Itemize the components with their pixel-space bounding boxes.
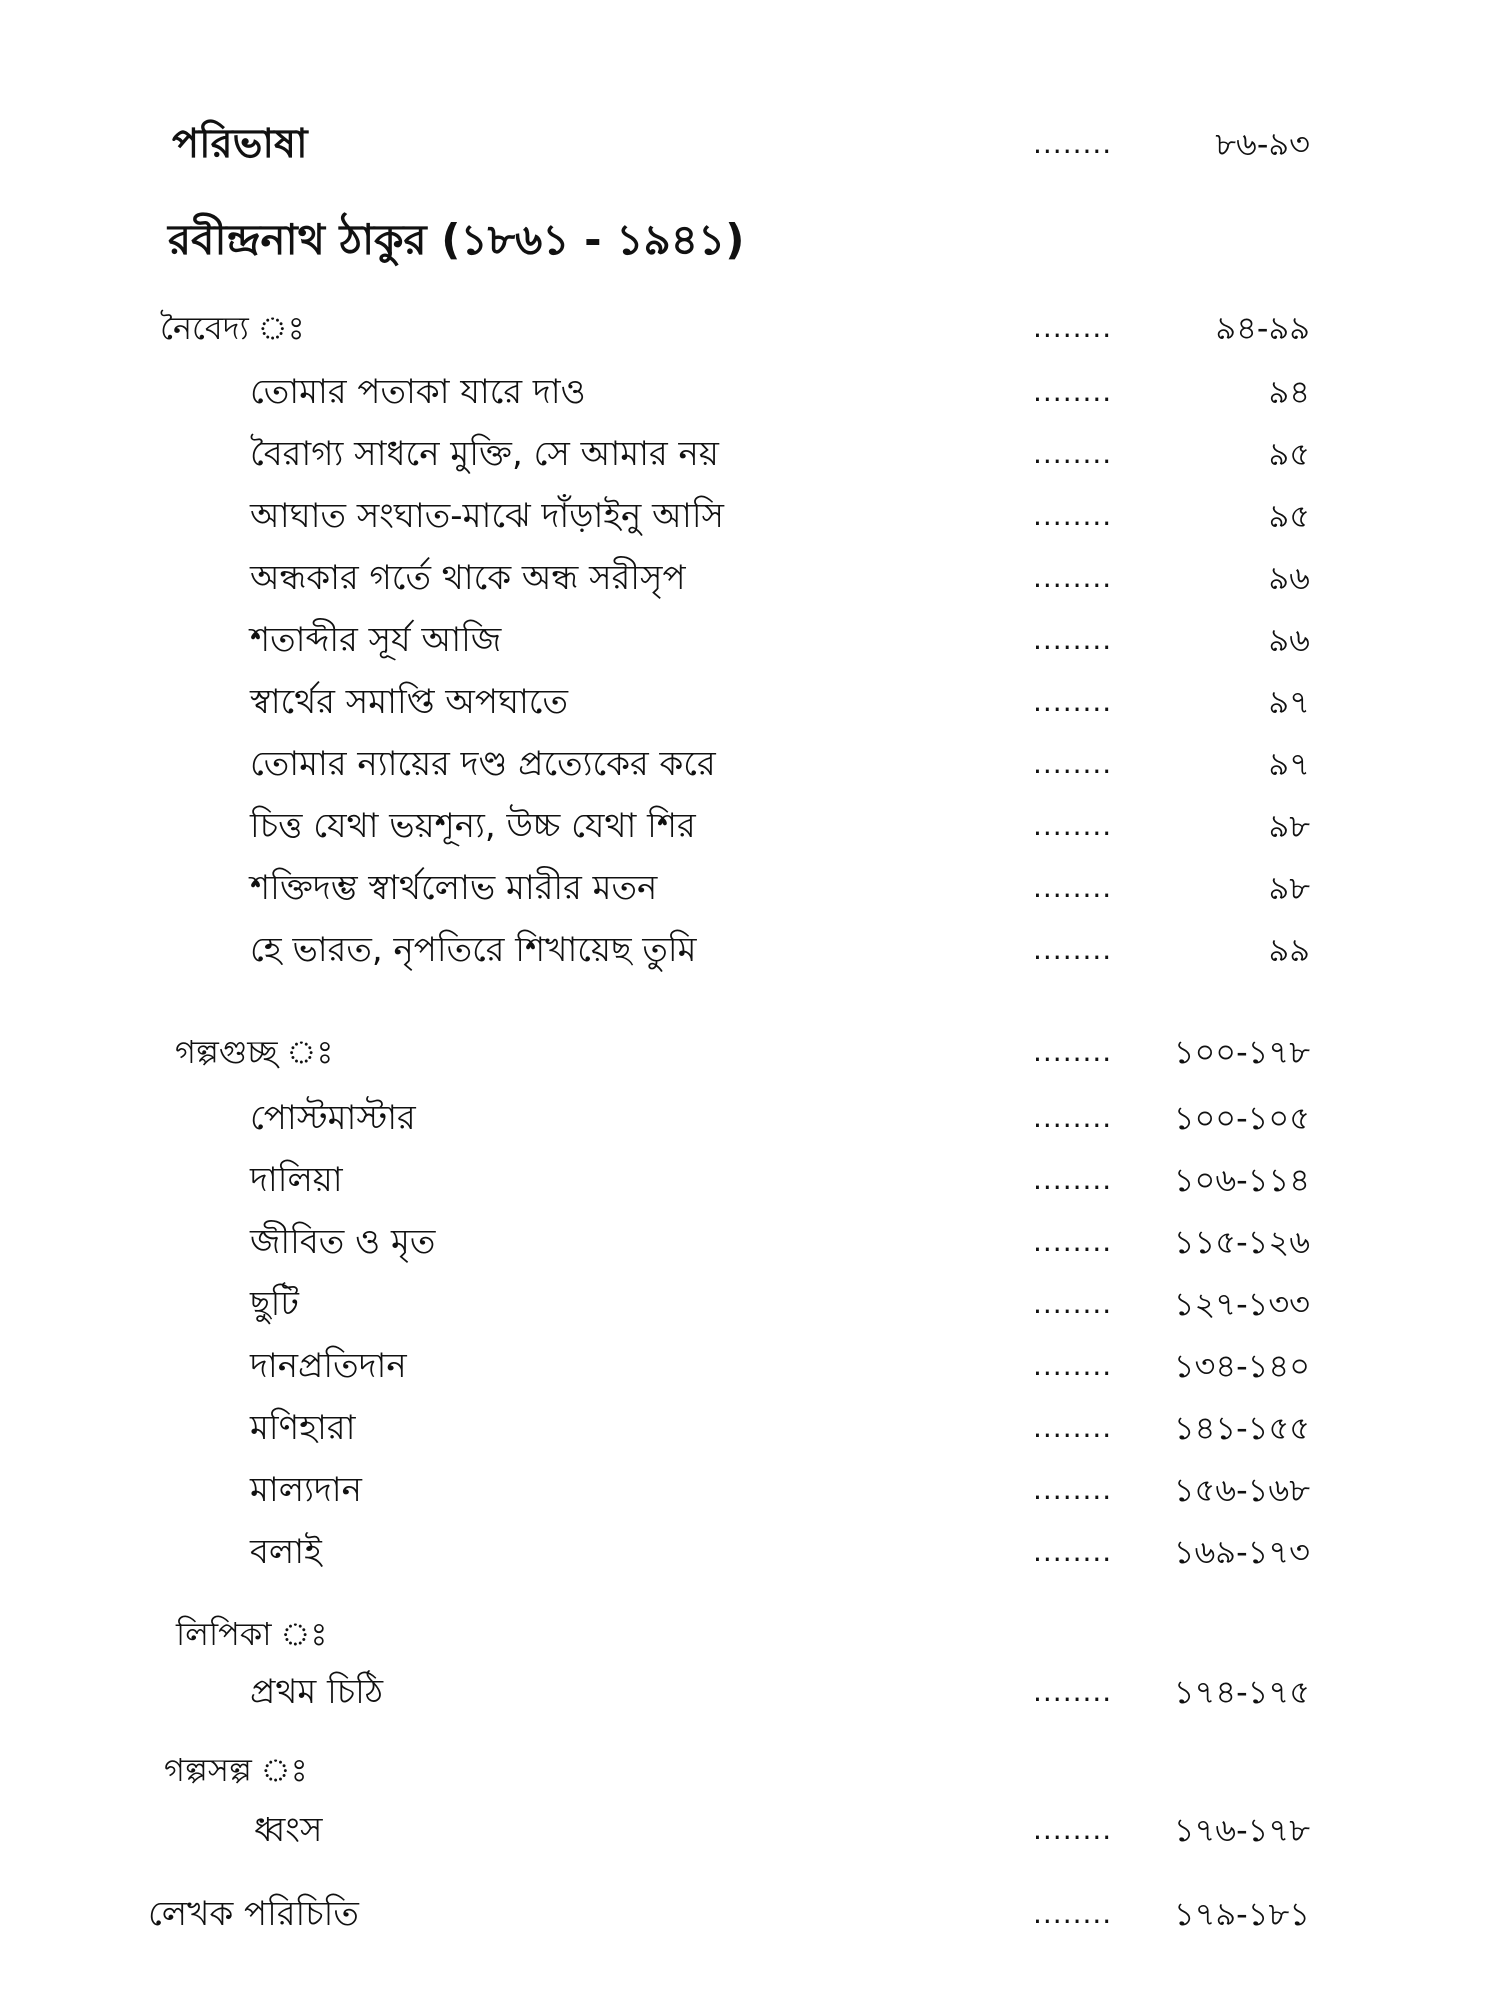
dot-leader: ........ <box>1033 1349 1113 1382</box>
toc-item <box>0 796 1500 856</box>
page-number: ৯৭ <box>1268 745 1310 783</box>
dot-leader: ........ <box>1033 1473 1113 1506</box>
toc-item <box>0 1662 1500 1722</box>
toc-item <box>0 1800 1500 1860</box>
page-number: ৯৯ <box>1268 931 1310 969</box>
page-number: ৯৪ <box>1268 373 1310 411</box>
item-title: দালিয়া <box>250 1160 343 1200</box>
section-naibedya <box>0 298 1500 358</box>
dot-leader: ........ <box>1033 499 1113 532</box>
section-heading: গল্পসল্প ঃ <box>164 1751 308 1789</box>
author-heading-row <box>0 210 1500 270</box>
item-title: তোমার ন্যায়ের দণ্ড প্রত্যেকের করে <box>250 744 716 784</box>
item-title: বৈরাগ্য সাধনে মুক্তি, সে আমার নয় <box>250 434 719 474</box>
page-number: ৯৫ <box>1268 435 1310 473</box>
toc-item <box>0 734 1500 794</box>
item-title: পোস্টমাস্টার <box>250 1098 416 1138</box>
dot-leader: ........ <box>1033 375 1113 408</box>
section-galpasalpa <box>0 1740 1500 1800</box>
toc-item <box>0 1398 1500 1458</box>
page-number: ৯৭ <box>1268 683 1310 721</box>
page-range: ১০০-১০৫ <box>1173 1099 1310 1137</box>
page-range: ৮৬-৯৩ <box>1215 125 1310 163</box>
page-range: ১৪১-১৫৫ <box>1173 1409 1310 1447</box>
dot-leader: ........ <box>1033 685 1113 718</box>
author-heading: রবীন্দ্রনাথ ঠাকুর (১৮৬১ - ১৯৪১) <box>168 215 745 264</box>
toc-item <box>0 610 1500 670</box>
dot-leader: ........ <box>1033 1411 1113 1444</box>
toc-entry-paribhasha <box>0 114 1500 174</box>
toc-item <box>0 1460 1500 1520</box>
page-range: ১২৭-১৩৩ <box>1173 1285 1310 1323</box>
dot-leader: ........ <box>1033 623 1113 656</box>
section-heading: নৈবেদ্য ঃ <box>160 309 305 347</box>
toc-item <box>0 424 1500 484</box>
page-number: ৯৫ <box>1268 497 1310 535</box>
toc-item <box>0 1088 1500 1148</box>
dot-leader: ........ <box>1033 933 1113 966</box>
item-title: অন্ধকার গর্তে থাকে অন্ধ সরীসৃপ <box>250 558 686 598</box>
item-title: দানপ্রতিদান <box>250 1346 407 1386</box>
item-title: বলাই <box>250 1532 322 1572</box>
dot-leader: ........ <box>1033 871 1113 904</box>
page-number: ৯৮ <box>1268 869 1310 907</box>
dot-leader: ........ <box>1033 809 1113 842</box>
item-title: মাল্যদান <box>250 1470 362 1510</box>
dot-leader: ........ <box>1033 1535 1113 1568</box>
dot-leader: ........ <box>1033 437 1113 470</box>
item-title: আঘাত সংঘাত-মাঝে দাঁড়াইনু আসি <box>250 496 725 536</box>
dot-leader: ........ <box>1033 311 1113 344</box>
section-heading: লিপিকা ঃ <box>176 1615 328 1653</box>
dot-leader: ........ <box>1033 1675 1113 1708</box>
page-range: ১১৫-১২৬ <box>1173 1223 1310 1261</box>
item-title: শক্তিদম্ভ স্বার্থলোভ মারীর মতন <box>250 868 658 908</box>
page-range: ১০০-১৭৮ <box>1173 1033 1310 1071</box>
dot-leader: ........ <box>1033 1101 1113 1134</box>
page-number: ৯৬ <box>1268 621 1310 659</box>
item-title: শতাব্দীর সূর্য আজি <box>250 620 502 660</box>
item-title: হে ভারত, নৃপতিরে শিখায়েছ তুমি <box>250 930 697 970</box>
page-range: ১৭৪-১৭৫ <box>1173 1673 1310 1711</box>
item-title: স্বার্থের সমাপ্তি অপঘাতে <box>250 682 568 722</box>
dot-leader: ........ <box>1033 1225 1113 1258</box>
page-range: ১৭৬-১৭৮ <box>1173 1811 1310 1849</box>
toc-item <box>0 362 1500 422</box>
section-heading: গল্পগুচ্ছ ঃ <box>175 1033 334 1071</box>
section-galpaguchchha <box>0 1022 1500 1082</box>
toc-item <box>0 1274 1500 1334</box>
dot-leader: ........ <box>1033 1813 1113 1846</box>
item-title: প্রথম চিঠি <box>250 1672 384 1712</box>
page-number: ৯৮ <box>1268 807 1310 845</box>
dot-leader: ........ <box>1033 747 1113 780</box>
entry-title: লেখক পরিচিতি <box>148 1894 359 1934</box>
page-range: ১৫৬-১৬৮ <box>1173 1471 1310 1509</box>
item-title: জীবিত ও মৃত <box>250 1222 436 1262</box>
toc-item <box>0 858 1500 918</box>
dot-leader: ........ <box>1033 1897 1113 1930</box>
item-title: তোমার পতাকা যারে দাও <box>250 372 586 412</box>
page-range: ১০৬-১১৪ <box>1173 1161 1310 1199</box>
toc-item <box>0 1150 1500 1210</box>
section-lipika <box>0 1604 1500 1664</box>
dot-leader: ........ <box>1033 1287 1113 1320</box>
toc-item <box>0 1212 1500 1272</box>
item-title: ধ্বংস <box>254 1810 323 1850</box>
page-range: ৯৪-৯৯ <box>1215 309 1310 347</box>
item-title: ছুটি <box>250 1284 299 1324</box>
page-number: ৯৬ <box>1268 559 1310 597</box>
dot-leader: ........ <box>1033 1035 1113 1068</box>
page-range: ১৬৯-১৭৩ <box>1173 1533 1310 1571</box>
toc-item <box>0 486 1500 546</box>
toc-entry-about-author <box>0 1884 1500 1944</box>
dot-leader: ........ <box>1033 1163 1113 1196</box>
dot-leader: ........ <box>1033 561 1113 594</box>
dot-leader: ........ <box>1033 127 1113 160</box>
toc-item <box>0 1336 1500 1396</box>
toc-item <box>0 1522 1500 1582</box>
item-title: চিত্ত যেথা ভয়শূন্য, উচ্চ যেথা শির <box>250 806 696 846</box>
toc-item <box>0 920 1500 980</box>
entry-title: পরিভাষা <box>172 121 308 167</box>
toc-item <box>0 672 1500 732</box>
page-range: ১৩৪-১৪০ <box>1173 1347 1310 1385</box>
toc-item <box>0 548 1500 608</box>
item-title: মণিহারা <box>250 1408 356 1448</box>
page-range: ১৭৯-১৮১ <box>1173 1895 1310 1933</box>
